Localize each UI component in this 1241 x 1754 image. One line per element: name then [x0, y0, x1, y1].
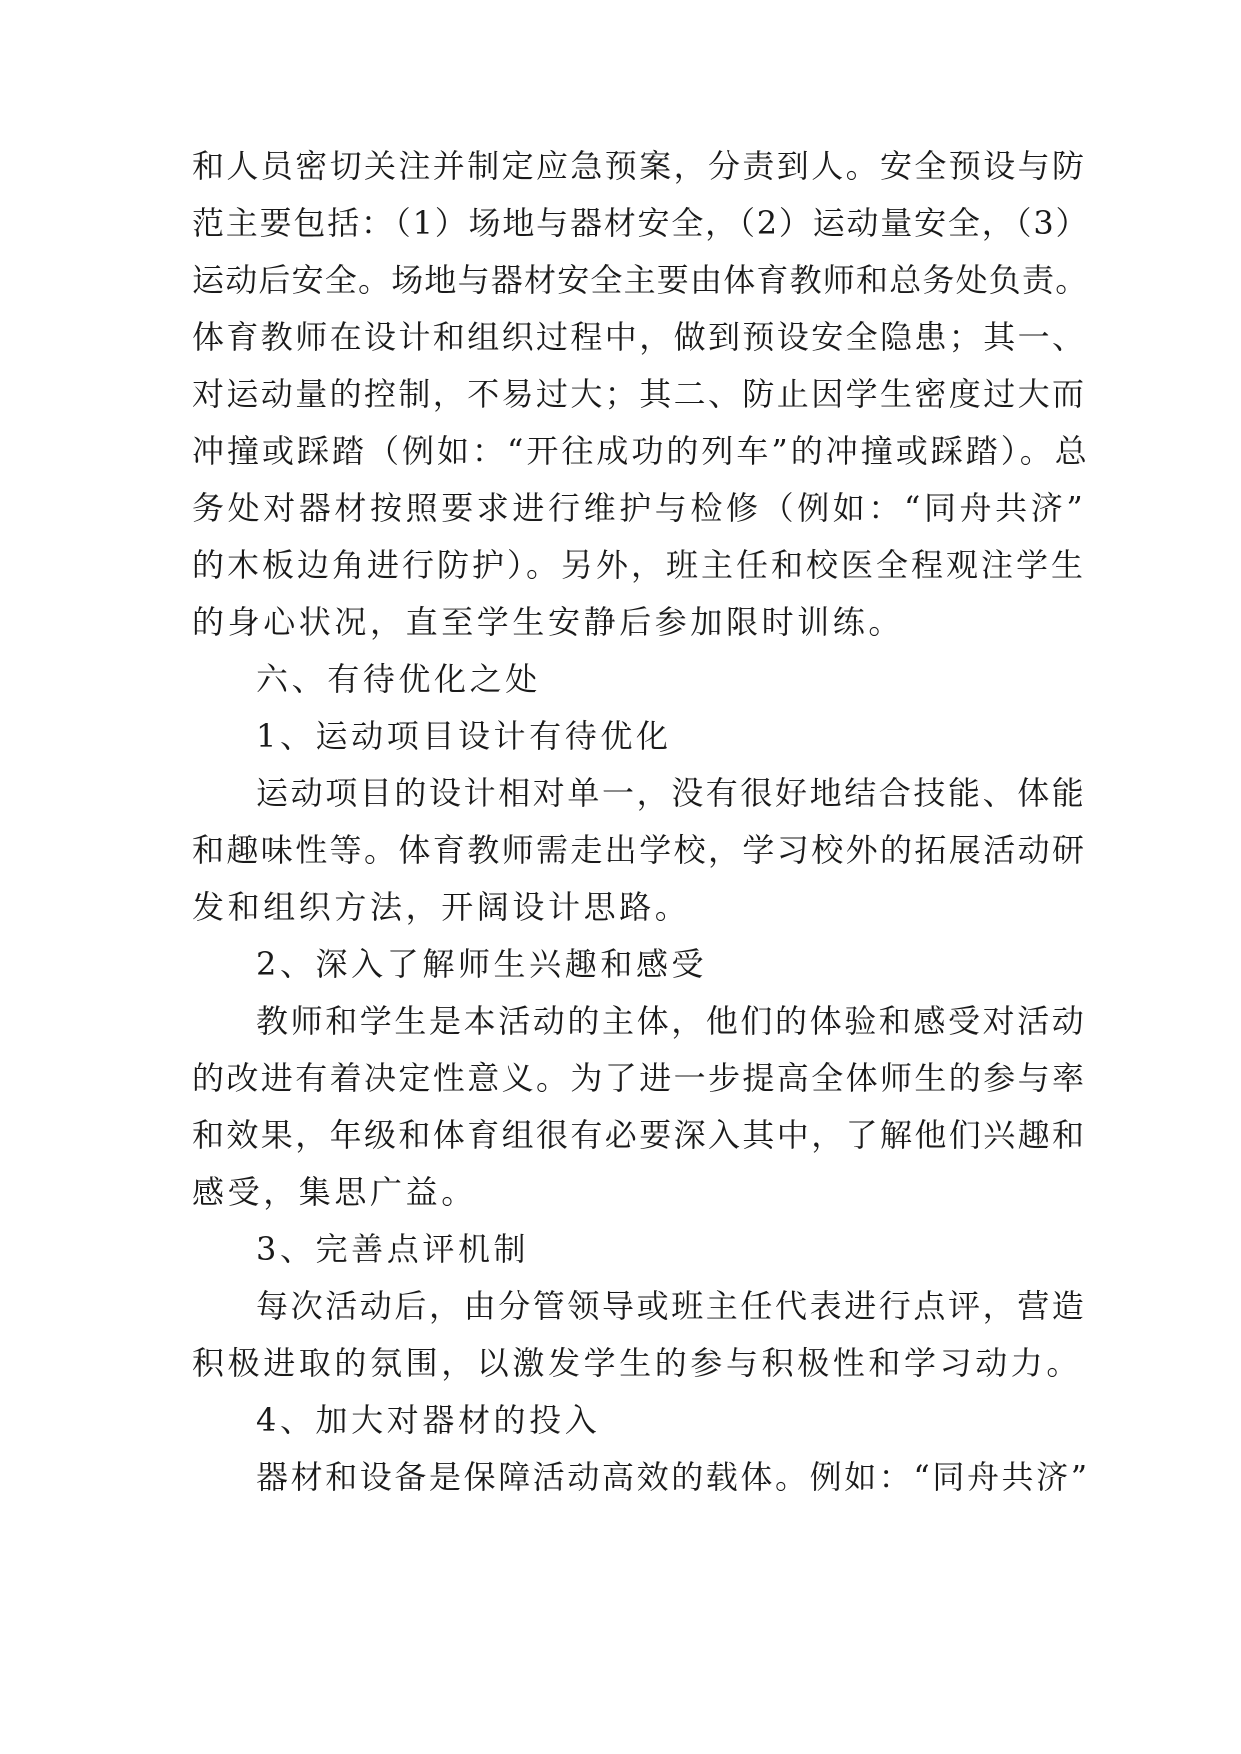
- text-line: 的改进有着决定性意义。为了进一步提高全体师生的参与率: [192, 1059, 1087, 1097]
- text-line: 运动后安全。场地与器材安全主要由体育教师和总务处负责。: [192, 261, 1089, 299]
- text-line: 教师和学生是本活动的主体，他们的体验和感受对活动: [256, 1002, 1087, 1040]
- text-line: 体育教师在设计和组织过程中，做到预设安全隐患；其一、: [192, 318, 1087, 356]
- text-line: 的身心状况，直至学生安静后参加限时训练。: [192, 603, 905, 641]
- subsection-heading: 1、运动项目设计有待优化: [256, 717, 672, 755]
- text-line: 每次活动后，由分管领导或班主任代表进行点评，营造: [256, 1287, 1087, 1325]
- text-line: 和效果，年级和体育组很有必要深入其中，了解他们兴趣和: [192, 1116, 1087, 1154]
- text-line: 运动项目的设计相对单一，没有很好地结合技能、体能: [256, 774, 1087, 812]
- subsection-heading: 2、深入了解师生兴趣和感受: [256, 945, 708, 983]
- subsection-heading: 3、完善点评机制: [256, 1230, 530, 1268]
- section-heading: 六、有待优化之处: [256, 660, 541, 698]
- text-line: 积极进取的氛围，以激发学生的参与积极性和学习动力。: [192, 1344, 1083, 1382]
- text-line: 冲撞或踩踏（例如：“开往成功的列车”的冲撞或踩踏）。总: [192, 432, 1090, 470]
- text-line: 的木板边角进行防护）。另外，班主任和校医全程观注学生: [192, 546, 1087, 584]
- text-line: 和趣味性等。体育教师需走出学校，学习校外的拓展活动研: [192, 831, 1087, 869]
- text-line: 感受，集思广益。: [192, 1173, 477, 1211]
- text-line: 和人员密切关注并制定应急预案，分责到人。安全预设与防: [192, 147, 1087, 185]
- text-line: 器材和设备是保障活动高效的载体。例如：“同舟共济”: [256, 1458, 1090, 1496]
- text-line: 务处对器材按照要求进行维护与检修（例如：“同舟共济”: [192, 489, 1087, 527]
- text-line: 发和组织方法，开阔设计思路。: [192, 888, 691, 926]
- text-line: 范主要包括：（1）场地与器材安全，（2）运动量安全，（3）: [192, 204, 1090, 242]
- subsection-heading: 4、加大对器材的投入: [256, 1401, 601, 1439]
- text-line: 对运动量的控制，不易过大；其二、防止因学生密度过大而: [192, 375, 1087, 413]
